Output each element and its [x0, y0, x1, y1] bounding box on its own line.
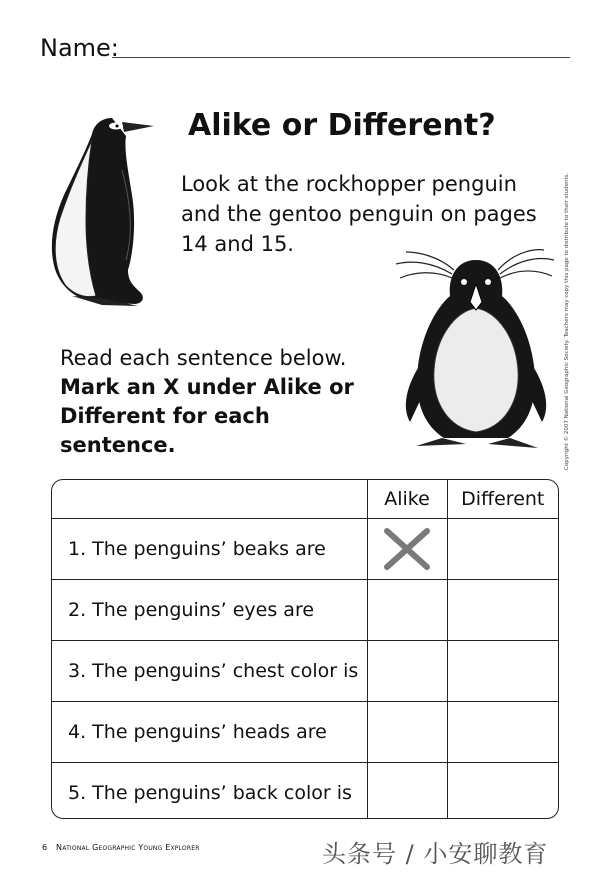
- alike-answer-cell[interactable]: [367, 580, 447, 641]
- different-answer-cell[interactable]: [447, 580, 558, 641]
- name-label: Name:: [40, 34, 119, 62]
- gentoo-penguin-image: [42, 100, 162, 308]
- alike-answer-cell[interactable]: [367, 519, 447, 580]
- sentence-cell: 4. The penguins’ heads are: [52, 702, 367, 763]
- page-footer: [42, 843, 200, 852]
- sentence-column-header: [52, 480, 367, 519]
- sentence-cell: 5. The penguins’ back color is: [52, 763, 367, 820]
- alike-column-header: Alike: [367, 480, 447, 519]
- rockhopper-penguin-image: [392, 238, 560, 452]
- table-row: [52, 641, 558, 702]
- different-answer-cell[interactable]: [447, 641, 558, 702]
- table-row: [52, 702, 558, 763]
- sentence-cell: 3. The penguins’ chest color is: [52, 641, 367, 702]
- watermark-text: 头条号 / 小安聊教育: [322, 840, 549, 868]
- intro-text: Look at the rockhopper penguin and the gentoo penguin on pages 14 and 15.: [181, 172, 537, 256]
- table-row: [52, 519, 558, 580]
- alike-answer-cell[interactable]: [367, 641, 447, 702]
- page-number: 6: [42, 843, 48, 852]
- publication-name: National Geographic Young Explorer: [56, 843, 200, 852]
- name-write-line[interactable]: [112, 57, 570, 58]
- copyright-notice: Copyright © 2007 National Geographic Society. Teachers may copy this page to distribute to their students.: [564, 172, 570, 470]
- different-column-header: Different: [447, 480, 558, 519]
- table-row: [52, 580, 558, 641]
- alike-answer-cell[interactable]: [367, 702, 447, 763]
- table-row: [52, 763, 558, 820]
- different-answer-cell[interactable]: [447, 519, 558, 580]
- instructions-line: Read each sentence below.: [60, 346, 347, 370]
- name-field-row: [40, 34, 570, 68]
- sentence-cell: 1. The penguins’ beaks are: [52, 519, 367, 580]
- alike-answer-cell[interactable]: [367, 763, 447, 820]
- table-header-row: [52, 480, 558, 519]
- sentence-cell: 2. The penguins’ eyes are: [52, 580, 367, 641]
- x-mark-icon: [381, 526, 433, 572]
- instructions-bold: Mark an X under Alike or Different for each sentence.: [60, 375, 354, 457]
- different-answer-cell[interactable]: [447, 763, 558, 820]
- different-answer-cell[interactable]: [447, 702, 558, 763]
- worksheet-title: Alike or Different?: [188, 108, 496, 143]
- comparison-table: [51, 479, 559, 819]
